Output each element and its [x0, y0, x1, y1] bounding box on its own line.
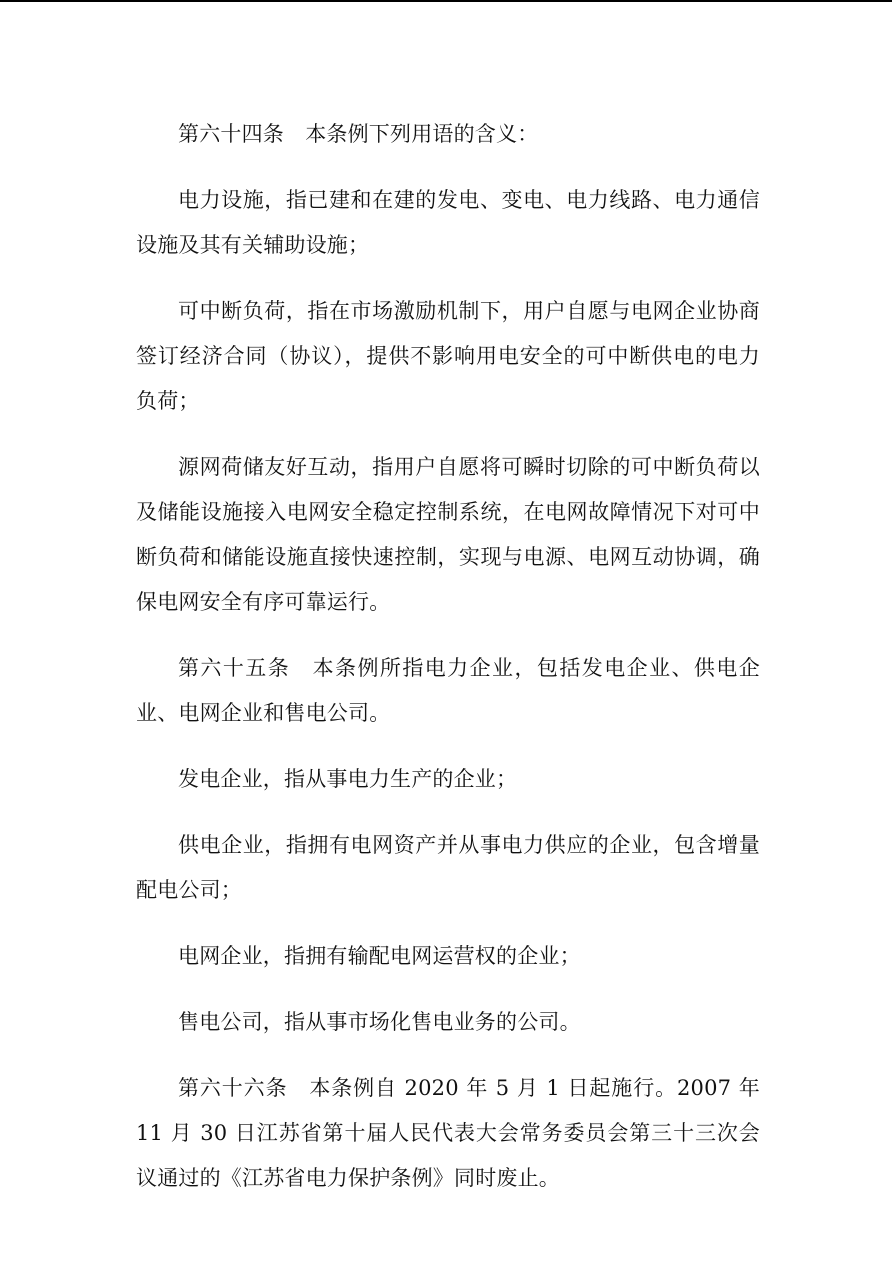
definition-power-generation-enterprise: 发电企业，指从事电力生产的企业；: [178, 767, 518, 791]
definition-interruptible-load: 可中断负荷，指在市场激励机制下，用户自愿与电网企业协商签订经济合同（协议），提供不影响用电安全的可中断供电的电力负荷；: [136, 299, 760, 413]
definition-power-facility: 电力设施，指已建和在建的发电、变电、电力线路、电力通信设施及其有关辅助设施；: [136, 188, 760, 257]
article-65: 第六十五条 本条例所指电力企业，包括发电企业、供电企业、电网企业和售电公司。: [136, 656, 760, 725]
definition-power-supply-enterprise: 供电企业，指拥有电网资产并从事电力供应的企业，包含增量配电公司；: [136, 833, 760, 902]
article-64-heading: 第六十四条 本条例下列用语的含义：: [178, 122, 539, 146]
page-top-border: [0, 0, 892, 2]
article-66: 第六十六条 本条例自 2020 年 5 月 1 日起施行。2007 年 11 月 30 日江苏省第十届人民代表大会常务委员会第三十三次会议通过的《江苏省电力保护条例》同时废止。: [136, 1076, 760, 1190]
definition-electricity-retail-company: 售电公司，指从事市场化售电业务的公司。: [178, 1010, 581, 1034]
document-body: [136, 112, 760, 1201]
definition-grid-enterprise: 电网企业，指拥有输配电网运营权的企业；: [178, 944, 581, 968]
definition-source-grid-load-storage: 源网荷储友好互动，指用户自愿将可瞬时切除的可中断负荷以及储能设施接入电网安全稳定控制系统，在电网故障情况下对可中断负荷和储能设施直接快速控制，实现与电源、电网互动协调，确保电网安全有序可靠运行。: [136, 455, 760, 614]
